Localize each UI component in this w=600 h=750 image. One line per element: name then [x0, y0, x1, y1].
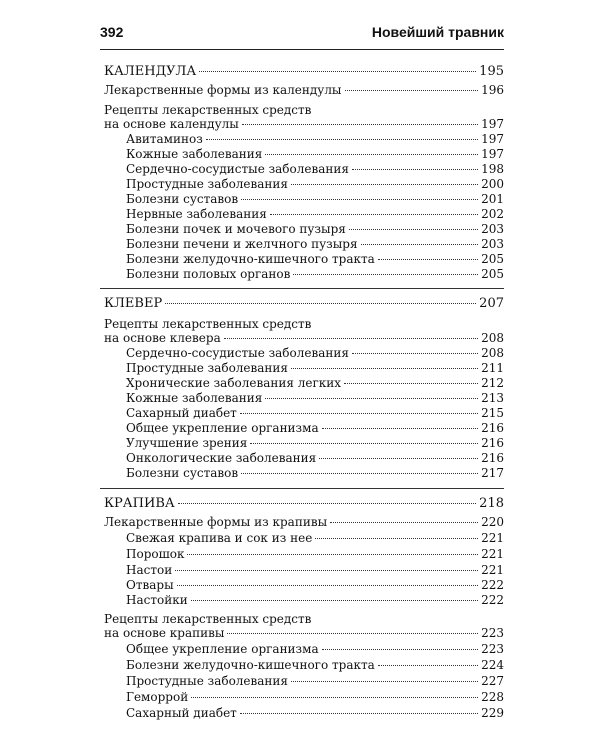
toc-subentry [0, 176, 600, 192]
header-rule [100, 49, 504, 50]
entry-label: Общее укрепление организма [126, 421, 319, 435]
book-title: Новейший травник [371, 24, 504, 40]
entry-label: Геморрой [126, 690, 189, 704]
leader-dots [344, 383, 478, 384]
page-ref: 205 [481, 267, 504, 281]
entry-label: Авитаминоз [126, 132, 203, 146]
page-ref: 216 [481, 451, 504, 465]
entry-label: Кожные заболевания [126, 147, 263, 161]
leader-dots [227, 633, 478, 634]
leader-dots [187, 554, 478, 555]
toc-subentry [0, 251, 600, 267]
toc-subentry [0, 546, 600, 562]
page-ref: 205 [481, 252, 504, 266]
toc-subentry [0, 206, 600, 222]
toc-subentry [0, 530, 600, 546]
leader-dots [250, 443, 478, 444]
page-ref: 203 [481, 237, 504, 251]
toc-subentry [0, 345, 600, 361]
entry-label: Болезни почек и мочевого пузыря [126, 222, 346, 236]
entry-label: Сахарный диабет [126, 706, 237, 720]
page-ref: 222 [481, 578, 504, 592]
page-ref: 197 [481, 147, 504, 161]
leader-dots [361, 244, 479, 245]
toc-subentry [0, 146, 600, 162]
leader-dots [241, 473, 478, 474]
leader-dots [322, 428, 479, 429]
leader-dots [240, 413, 478, 414]
section-divider [100, 488, 504, 489]
toc-subentry [0, 131, 600, 147]
leader-dots [224, 338, 478, 339]
page-ref: 208 [481, 346, 504, 360]
entry-label: Болезни желудочно-кишечного тракта [126, 252, 375, 266]
entry-label: Болезни печени и желчного пузыря [126, 237, 358, 251]
page-ref: 203 [481, 222, 504, 236]
page-ref: 221 [481, 531, 504, 545]
entry-label-line1: Рецепты лекарственных средств [104, 612, 312, 626]
leader-dots [315, 538, 478, 539]
entry-label: Улучшение зрения [126, 436, 248, 450]
leader-dots [291, 368, 478, 369]
entry-label: Общее укрепление организма [126, 642, 319, 656]
entry-label: Свежая крапива и сок из нее [126, 531, 313, 545]
page-ref: 212 [481, 376, 504, 390]
page-ref: 198 [481, 162, 504, 176]
page-ref: 216 [481, 436, 504, 450]
leader-dots [191, 697, 478, 698]
entry-label: на основе клевера [104, 331, 221, 345]
page-ref: 216 [481, 421, 504, 435]
toc-subentry [0, 450, 600, 466]
leader-dots [352, 169, 478, 170]
toc-subentry [0, 689, 600, 705]
page-ref: 221 [481, 547, 504, 561]
leader-dots [240, 713, 478, 714]
page-ref: 224 [481, 658, 504, 672]
toc-subentry [0, 562, 600, 578]
page-ref: 197 [481, 132, 504, 146]
leader-dots [178, 503, 476, 504]
leader-dots [293, 274, 478, 275]
toc-subentry [0, 221, 600, 237]
toc-subentry [0, 375, 600, 391]
entry-label: на основе календулы [104, 117, 239, 131]
leader-dots [291, 184, 478, 185]
entry-label: Простудные заболевания [126, 674, 288, 688]
toc-entry [0, 82, 600, 98]
page-ref: 213 [481, 391, 504, 405]
leader-dots [270, 214, 478, 215]
leader-dots [291, 681, 478, 682]
page-ref: 228 [481, 690, 504, 704]
leader-dots [322, 649, 479, 650]
toc-entry [0, 116, 600, 132]
leader-dots [265, 398, 478, 399]
entry-label: Онкологические заболевания [126, 451, 317, 465]
entry-label: Кожные заболевания [126, 391, 263, 405]
page-ref: 215 [481, 406, 504, 420]
leader-dots [165, 303, 476, 304]
toc-subentry [0, 465, 600, 481]
page-ref: 220 [481, 515, 504, 529]
section-title: КЛЕВЕР [104, 296, 163, 311]
toc-subentry [0, 191, 600, 207]
leader-dots [330, 522, 478, 523]
section-title: КРАПИВА [104, 496, 175, 511]
leader-dots [378, 259, 478, 260]
entry-label: Хронические заболевания легких [126, 376, 342, 390]
leader-dots [352, 353, 478, 354]
entry-label: Простудные заболевания [126, 361, 288, 375]
toc-entry [0, 514, 600, 530]
leader-dots [206, 139, 478, 140]
toc-subentry [0, 641, 600, 657]
entry-label: Сахарный диабет [126, 406, 237, 420]
entry-label: на основе крапивы [104, 626, 225, 640]
toc-subentry [0, 577, 600, 593]
toc-subentry [0, 236, 600, 252]
entry-label: Отвары [126, 578, 174, 592]
page-ref: 201 [481, 192, 504, 206]
leader-dots [345, 90, 479, 91]
toc-entry [0, 625, 600, 641]
page-ref: 202 [481, 207, 504, 221]
entry-label-line1: Рецепты лекарственных средств [104, 317, 312, 331]
page-ref: 223 [481, 626, 504, 640]
toc-subentry [0, 420, 600, 436]
toc-section-klever [0, 296, 600, 312]
entry-label: Болезни половых органов [126, 267, 291, 281]
leader-dots [242, 124, 478, 125]
page-ref: 208 [481, 331, 504, 345]
page-ref: 207 [479, 296, 504, 311]
toc-subentry [0, 705, 600, 721]
toc-subentry [0, 266, 600, 282]
leader-dots [349, 229, 478, 230]
page-ref: 217 [481, 466, 504, 480]
entry-label: Нервные заболевания [126, 207, 267, 221]
leader-dots [191, 600, 478, 601]
toc-subentry [0, 161, 600, 177]
running-header [100, 24, 504, 40]
entry-label: Простудные заболевания [126, 177, 288, 191]
toc-entry [0, 330, 600, 346]
page-ref: 195 [479, 64, 504, 79]
entry-label: Лекарственные формы из календулы [104, 83, 342, 97]
entry-label: Порошок [126, 547, 185, 561]
page-ref: 196 [481, 83, 504, 97]
page-ref: 197 [481, 117, 504, 131]
leader-dots [319, 458, 478, 459]
toc-subentry [0, 405, 600, 421]
leader-dots [378, 665, 478, 666]
entry-label: Лекарственные формы из крапивы [104, 515, 328, 529]
section-title: КАЛЕНДУЛА [104, 64, 197, 79]
page-ref: 222 [481, 593, 504, 607]
page-ref: 229 [481, 706, 504, 720]
page-ref: 221 [481, 563, 504, 577]
leader-dots [199, 71, 476, 72]
toc-subentry [0, 435, 600, 451]
toc-section-krapiva [0, 496, 600, 512]
page-ref: 227 [481, 674, 504, 688]
toc-section-kalendula [0, 64, 600, 80]
entry-label: Сердечно-сосудистые заболевания [126, 346, 349, 360]
toc-subentry [0, 360, 600, 376]
page-ref: 223 [481, 642, 504, 656]
entry-label: Настои [126, 563, 173, 577]
toc-subentry [0, 390, 600, 406]
page-ref: 200 [481, 177, 504, 191]
page-number: 392 [100, 24, 124, 40]
entry-label: Болезни суставов [126, 192, 239, 206]
page-ref: 211 [481, 361, 504, 375]
entry-label: Сердечно-сосудистые заболевания [126, 162, 349, 176]
entry-label: Болезни желудочно-кишечного тракта [126, 658, 375, 672]
toc-subentry [0, 592, 600, 608]
leader-dots [241, 199, 478, 200]
section-divider [100, 288, 504, 289]
entry-label-line1: Рецепты лекарственных средств [104, 103, 312, 117]
leader-dots [175, 570, 478, 571]
toc-subentry [0, 673, 600, 689]
leader-dots [265, 154, 478, 155]
entry-label: Болезни суставов [126, 466, 239, 480]
entry-label: Настойки [126, 593, 188, 607]
toc-subentry [0, 657, 600, 673]
leader-dots [177, 585, 478, 586]
page-ref: 218 [479, 496, 504, 511]
